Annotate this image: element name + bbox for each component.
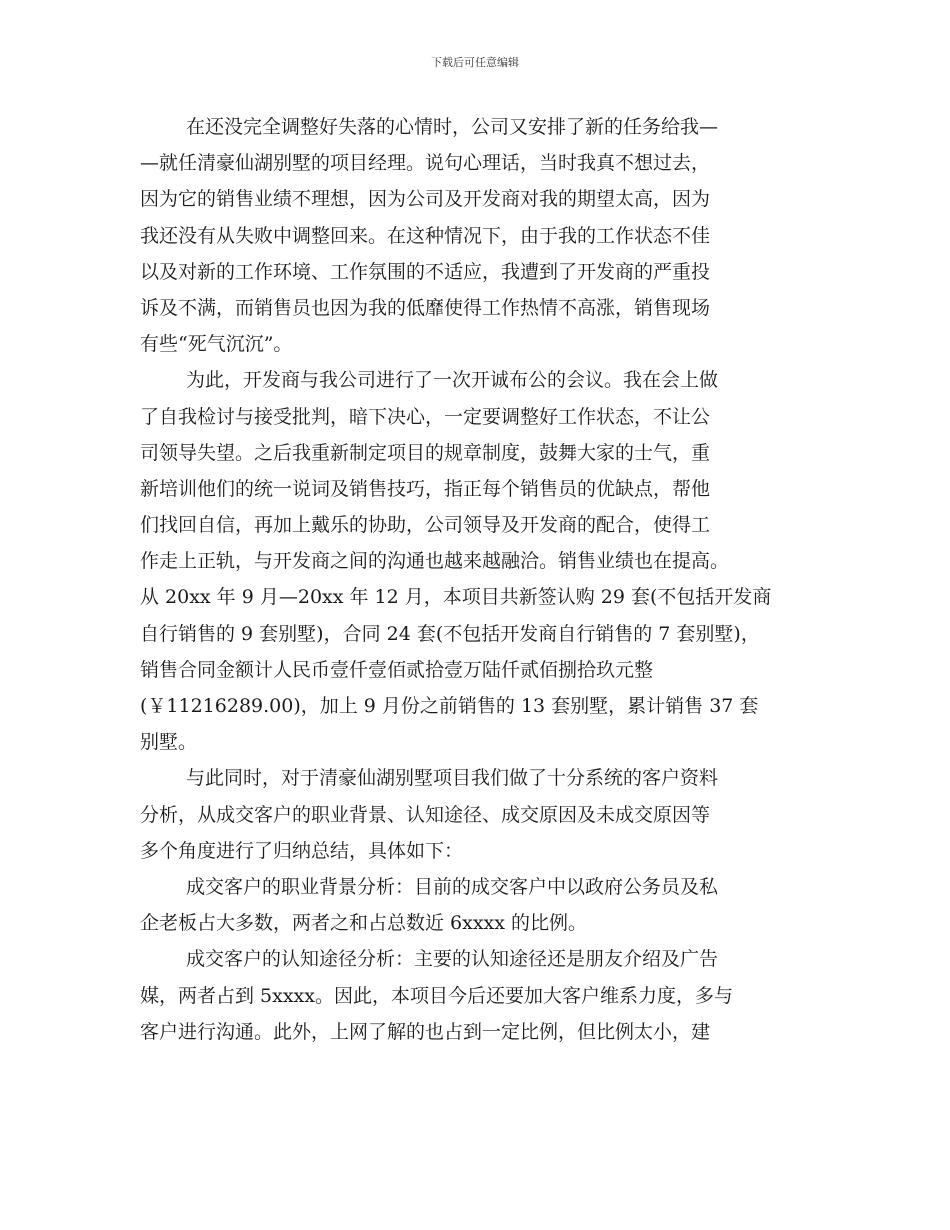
text-line: 分析，从成交客户的职业背景、认知途径、成交原因及未成交原因等 bbox=[140, 803, 711, 826]
text-line: (￥11216289.00)，加上 9 月份之前销售的 13 套别墅，累计销售 37 套 bbox=[140, 695, 759, 717]
text-line: 作走上正轨，与开发商之间的沟通也越来越融洽。销售业绩也在提高。 bbox=[140, 550, 730, 573]
document-body bbox=[140, 109, 830, 1050]
text-line: 在还没完全调整好失落的心情时，公司又安排了新的任务给我— bbox=[186, 116, 719, 138]
text-line: 成交客户的职业背景分析：目前的成交客户中以政府公务员及私 bbox=[186, 875, 719, 898]
text-line: —就任清豪仙湖别墅的项目经理。说句心理话，当时我真不想过去， bbox=[140, 152, 711, 175]
text-line: 以及对新的工作环境、工作氛围的不适应，我遭到了开发商的严重投 bbox=[140, 260, 711, 283]
text-line: 因为它的销售业绩不理想，因为公司及开发商对我的期望太高，因为 bbox=[140, 188, 711, 211]
text-line: 销售合同金额计人民币壹仟壹佰贰拾壹万陆仟贰佰捌拾玖元整 bbox=[140, 658, 654, 681]
text-line: 自行销售的 9 套别墅)，合同 24 套(不包括开发商自行销售的 7 套别墅)， bbox=[140, 622, 760, 645]
text-line: 为此，开发商与我公司进行了一次开诚布公的会议。我在会上做 bbox=[186, 369, 719, 392]
text-line: 从 20xx 年 9 月—20xx 年 12 月，本项目共新签认购 29 套(不包括开发商 bbox=[140, 586, 772, 609]
text-line: 诉及不满，而销售员也因为我的低靡使得工作热情不高涨，销售现场 bbox=[140, 296, 711, 319]
text-line: 成交客户的认知途径分析：主要的认知途径还是朋友介绍及广告 bbox=[186, 948, 719, 971]
text-line: 司领导失望。之后我重新制定项目的规章制度，鼓舞大家的士气，重 bbox=[140, 441, 711, 464]
text-line: 与此同时，对于清豪仙湖别墅项目我们做了十分系统的客户资料 bbox=[186, 767, 719, 790]
text-line: 了自我检讨与接受批判，暗下决心，一定要调整好工作状态，不让公 bbox=[140, 405, 711, 428]
text-line: 我还没有从失败中调整回来。在这种情况下，由于我的工作状态不佳 bbox=[140, 224, 711, 247]
text-line: 新培训他们的统一说词及销售技巧，指正每个销售员的优缺点，帮他 bbox=[140, 477, 711, 500]
text-line: 多个角度进行了归纳总结，具体如下： bbox=[140, 839, 464, 862]
text-line: 客户进行沟通。此外，上网了解的也占到一定比例，但比例太小，建 bbox=[140, 1020, 711, 1043]
text-line: 有些“死气沉沉”。 bbox=[140, 333, 293, 356]
page-header: 下载后可任意编辑 bbox=[431, 56, 519, 69]
text-line: 别墅。 bbox=[140, 731, 198, 754]
text-line: 们找回自信，再加上戴乐的协助，公司领导及开发商的配合，使得工 bbox=[140, 514, 711, 537]
text-line: 媒，两者占到 5xxxx。因此，本项目今后还要加大客户维系力度，多与 bbox=[140, 984, 733, 1007]
text-line: 企老板占大多数，两者之和占总数近 6xxxx 的比例。 bbox=[140, 912, 588, 935]
